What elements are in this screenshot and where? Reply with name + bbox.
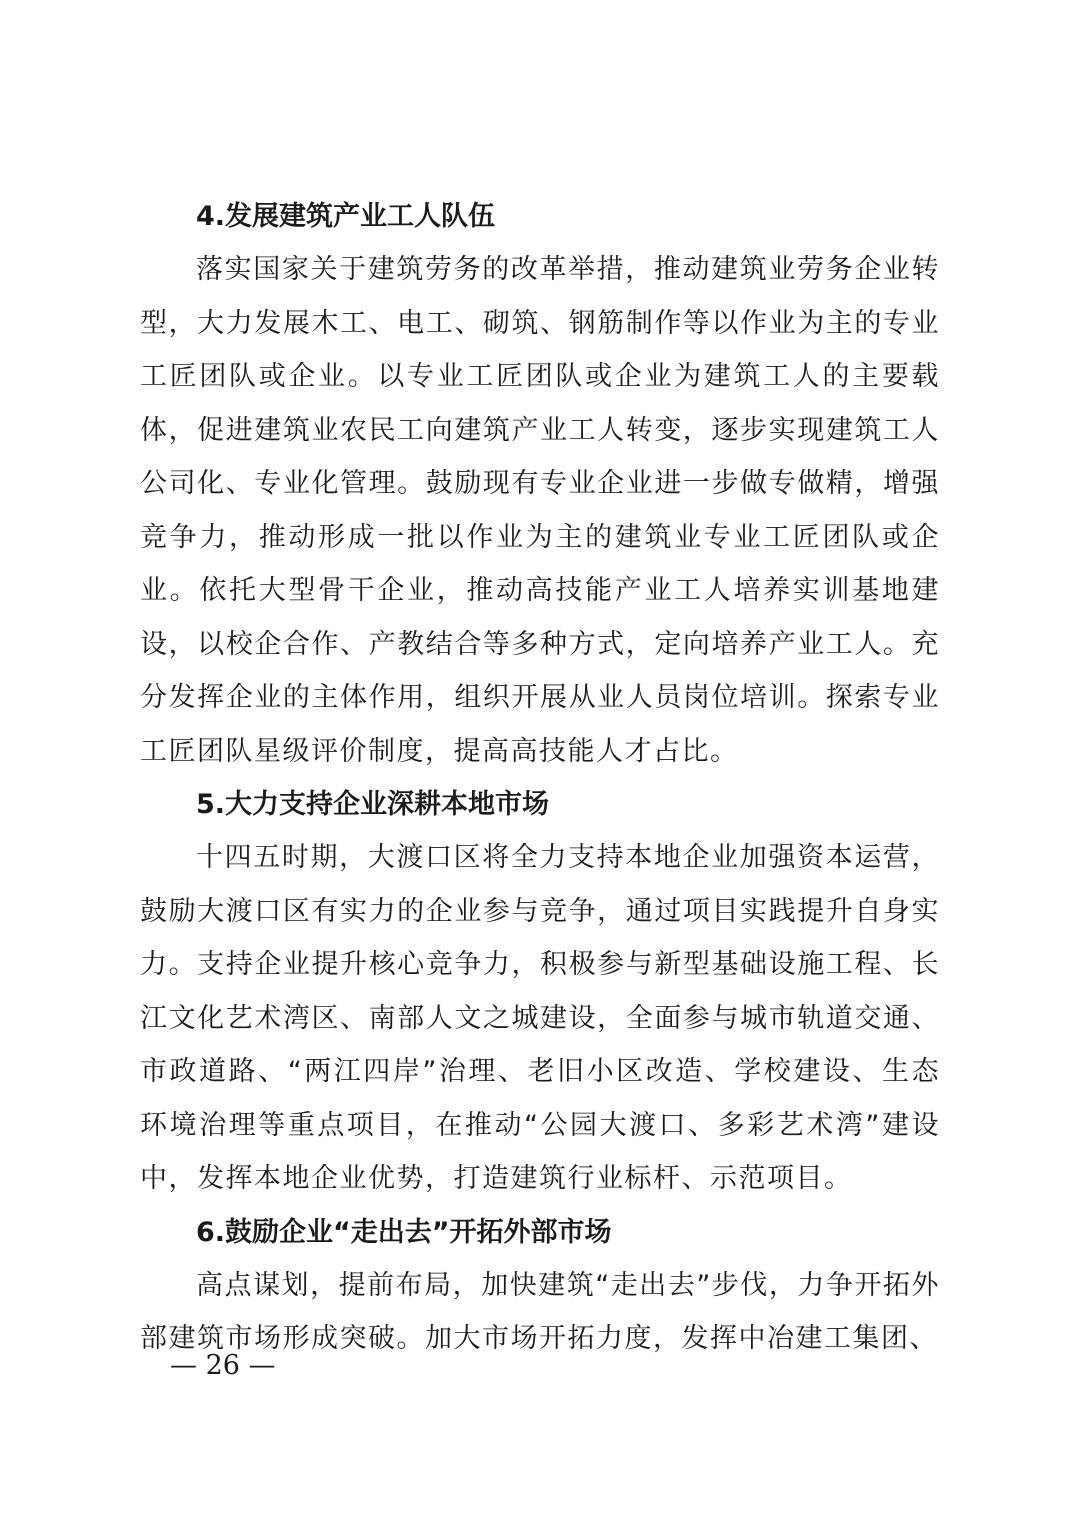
section-5 — [140, 778, 940, 1206]
section-paragraph: 高点谋划，提前布局，加快建筑“走出去”步伐，力争开拓外部建筑市场形成突破。加大市场开拓力度，发挥中冶建工集团、 — [140, 1269, 940, 1354]
section-paragraph: 落实国家关于建筑劳务的改革举措，推动建筑业劳务企业转型，大力发展木工、电工、砌筑、钢筋制作等以作业为主的专业工匠团队或企业。以专业工匠团队或企业为建筑工人的主要载体，促进建筑业农民工向建筑产业工人转变，逐步实现建筑工人公司化、专业化管理。鼓励现有专业企业进一步做专做精，增强竞争力，推动形成一批以作业为主的建筑业专业工匠团队或企业。依托大型骨干企业，推动高技能产业工人培养实训基地建设，以校企合作、产教结合等多种方式，定向培养产业工人。充分发挥企业的主体作用，组织开展从业人员岗位培训。探索专业工匠团队星级评价制度，提高高技能人才占比。 — [140, 254, 940, 767]
document-page — [140, 190, 940, 1366]
page-number: — 26 — — [170, 1350, 276, 1381]
section-heading: 5.大力支持企业深耕本地市场 — [196, 789, 550, 820]
section-4 — [140, 190, 940, 778]
section-paragraph: 十四五时期，大渡口区将全力支持本地企业加强资本运营，鼓励大渡口区有实力的企业参与竞争，通过项目实践提升自身实力。支持企业提升核心竞争力，积极参与新型基础设施工程、长江文化艺术湾区、南部人文之城建设，全面参与城市轨道交通、市政道路、“两江四岸”治理、老旧小区改造、学校建设、生态环境治理等重点项目，在推动“公园大渡口、多彩艺术湾”建设中，发挥本地企业优势，打造建筑行业标杆、示范项目。 — [140, 842, 940, 1194]
section-6 — [140, 1206, 940, 1366]
section-heading: 4.发展建筑产业工人队伍 — [196, 201, 496, 232]
section-heading: 6.鼓励企业“走出去”开拓外部市场 — [196, 1216, 612, 1248]
